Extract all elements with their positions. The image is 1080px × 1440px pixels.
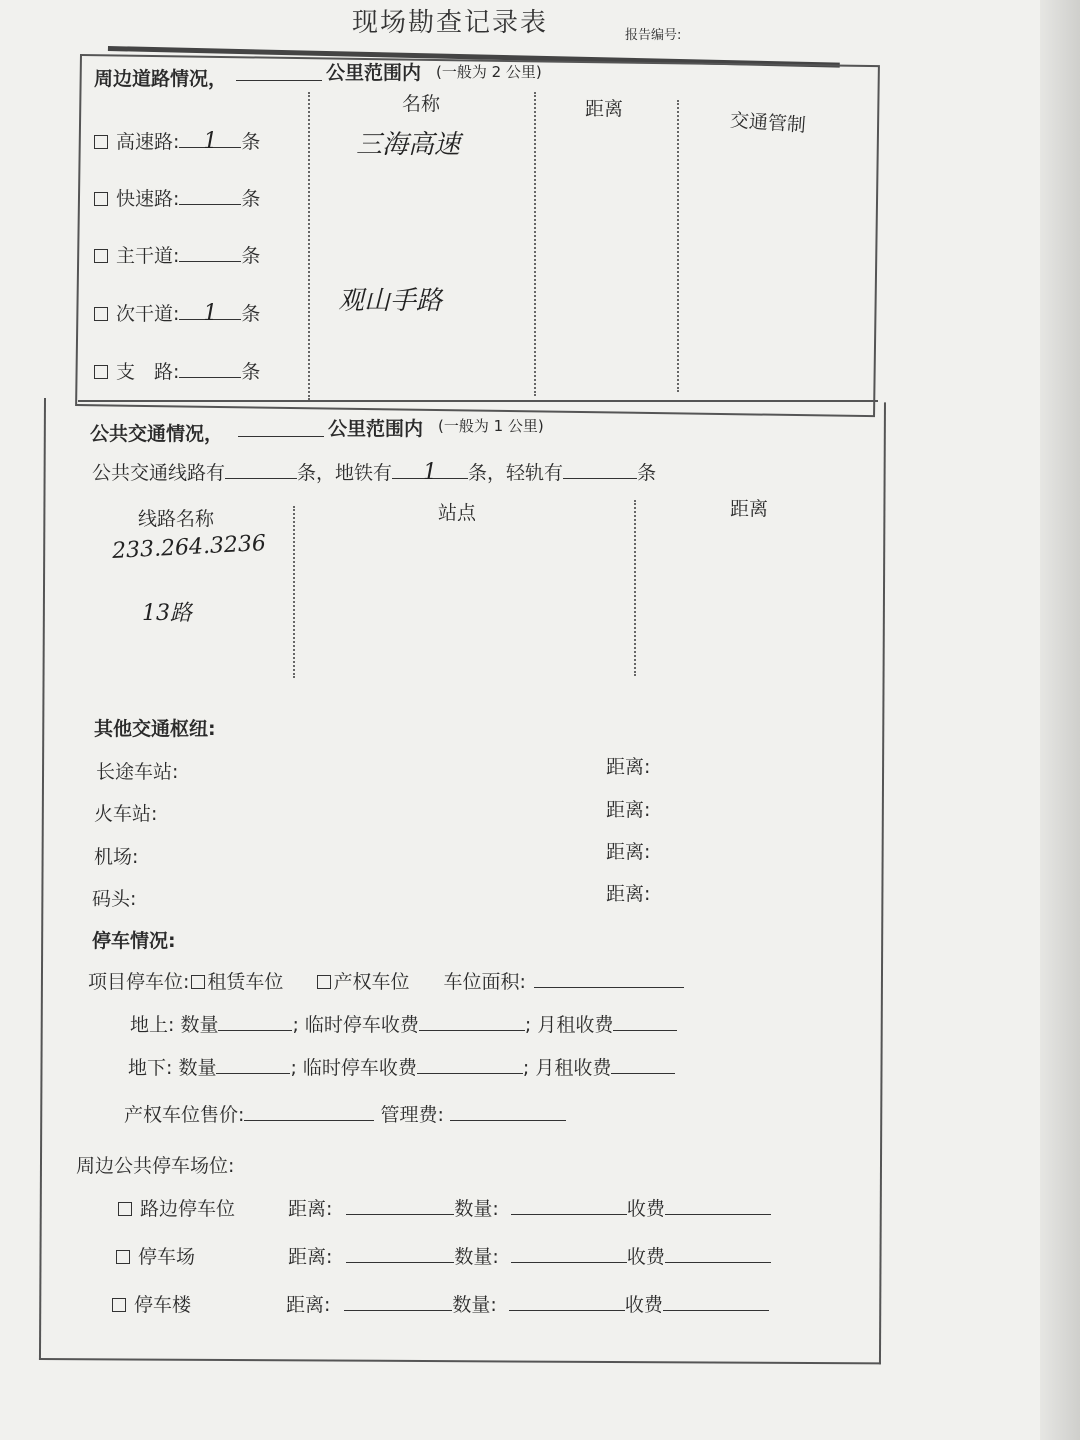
- road-row-secondary[interactable]: 次干道: 1 条: [94, 299, 260, 326]
- roads-divider-1: [308, 92, 310, 400]
- road-row-fastway[interactable]: 快速路: 条: [94, 184, 260, 211]
- rent-parking-checkbox[interactable]: [191, 975, 205, 989]
- building-distance-field[interactable]: [344, 1292, 452, 1311]
- management-fee-field[interactable]: [450, 1102, 566, 1121]
- road-row-trunk[interactable]: 主干道: 条: [94, 241, 260, 268]
- hub-train-station: 火车站:: [94, 803, 158, 825]
- parking-heading: 停车情况:: [92, 930, 176, 952]
- lot-fee-field[interactable]: [665, 1244, 771, 1263]
- transit-divider-2: [634, 500, 636, 676]
- road-row-expressway[interactable]: 高速路: 1 条: [94, 127, 260, 154]
- roads-range-note: (一般为 2 公里): [436, 63, 542, 81]
- hub-coach-station: 长途车站:: [96, 761, 179, 783]
- hub-pier-distance: 距离:: [606, 883, 651, 905]
- branch-checkbox[interactable]: [94, 365, 108, 379]
- parking-building-checkbox[interactable]: [112, 1298, 126, 1312]
- below-temp-fee-field[interactable]: [417, 1055, 523, 1074]
- transit-divider-1: [293, 506, 295, 678]
- project-parking-row: 项目停车位: 租赁车位 产权车位 车位面积:: [88, 967, 684, 994]
- transit-line-1: 233.264.3236: [111, 530, 267, 565]
- building-fee-field[interactable]: [663, 1292, 769, 1311]
- road-name-2: 观山手路: [338, 286, 443, 316]
- road-name-1: 三海高速: [356, 130, 461, 160]
- hub-airport-distance: 距离:: [606, 841, 651, 863]
- roads-heading: 周边道路情况，: [94, 68, 228, 90]
- roads-col-control: 交通管制: [729, 109, 807, 137]
- lightrail-count[interactable]: [563, 460, 637, 479]
- hub-pier: 码头:: [92, 888, 137, 910]
- roads-col-name: 名称: [402, 93, 441, 115]
- transit-col-line: 线路名称: [138, 508, 215, 530]
- secondary-count[interactable]: 1: [179, 301, 241, 320]
- roadside-parking-checkbox[interactable]: [118, 1202, 132, 1216]
- roads-col-distance: 距离: [585, 98, 624, 120]
- fastway-checkbox[interactable]: [94, 192, 108, 206]
- hub-train-distance: 距离:: [606, 799, 651, 821]
- roadside-fee-field[interactable]: [665, 1196, 771, 1215]
- hub-airport: 机场:: [94, 846, 139, 868]
- public-parking-row-building: 停车楼 距离: 数量: 收费: [112, 1290, 769, 1317]
- transit-range-field[interactable]: [238, 418, 324, 437]
- public-parking-heading: 周边公共停车场位:: [76, 1155, 235, 1177]
- bus-line-count[interactable]: [225, 460, 297, 479]
- ownership-price-row: 产权车位售价: 管理费:: [124, 1100, 566, 1127]
- below-ground-row: 地下: 数量 ; 临时停车收费 ; 月租收费: [128, 1053, 675, 1080]
- hubs-heading: 其他交通枢纽:: [94, 718, 216, 740]
- road-row-branch[interactable]: 支 路: 条: [94, 357, 260, 384]
- branch-count[interactable]: [179, 359, 241, 378]
- roads-divider-3: [677, 100, 679, 392]
- above-monthly-fee-field[interactable]: [613, 1012, 677, 1031]
- trunk-count[interactable]: [179, 243, 241, 262]
- secondary-checkbox[interactable]: [94, 307, 108, 321]
- transit-range-note: (一般为 1 公里): [438, 417, 544, 435]
- transit-line-2: 13路: [142, 601, 192, 626]
- transit-count-row: 公共交通线路有 条，地铁有 1 条，轻轨有 条: [92, 460, 657, 485]
- public-parking-row-lot: 停车场 距离: 数量: 收费: [116, 1242, 771, 1269]
- section-divider: [78, 400, 878, 402]
- building-count-field[interactable]: [509, 1292, 625, 1311]
- roads-range-field[interactable]: [236, 62, 322, 81]
- roads-divider-2: [534, 92, 536, 396]
- parking-lot-checkbox[interactable]: [116, 1250, 130, 1264]
- trunk-checkbox[interactable]: [94, 249, 108, 263]
- own-parking-checkbox[interactable]: [317, 975, 331, 989]
- expressway-checkbox[interactable]: [94, 135, 108, 149]
- above-count-field[interactable]: [218, 1012, 292, 1031]
- fastway-count[interactable]: [179, 186, 241, 205]
- above-temp-fee-field[interactable]: [419, 1012, 525, 1031]
- form-title: 现场勘查记录表: [352, 8, 549, 38]
- public-parking-row-roadside: 路边停车位 距离: 数量: 收费: [118, 1194, 771, 1221]
- subway-count[interactable]: 1: [392, 460, 468, 479]
- above-ground-row: 地上: 数量 ; 临时停车收费 ; 月租收费: [130, 1010, 677, 1037]
- report-number-label: 报告编号:: [625, 28, 682, 43]
- roads-range-label: 公里范围内: [326, 62, 422, 84]
- hub-coach-distance: 距离:: [606, 756, 651, 778]
- transit-col-station: 站点: [438, 502, 477, 524]
- ownership-price-field[interactable]: [244, 1102, 374, 1121]
- below-count-field[interactable]: [216, 1055, 290, 1074]
- lot-distance-field[interactable]: [346, 1244, 454, 1263]
- page-shadow: [1040, 0, 1080, 1440]
- transit-heading: 公共交通情况，: [90, 423, 224, 445]
- below-monthly-fee-field[interactable]: [611, 1055, 675, 1074]
- expressway-count[interactable]: 1: [179, 129, 241, 148]
- parking-area-field[interactable]: [534, 969, 684, 988]
- roadside-distance-field[interactable]: [346, 1196, 454, 1215]
- transit-range-label: 公里范围内: [328, 418, 424, 440]
- lot-count-field[interactable]: [511, 1244, 627, 1263]
- roadside-count-field[interactable]: [511, 1196, 627, 1215]
- transit-col-distance: 距离: [730, 498, 769, 520]
